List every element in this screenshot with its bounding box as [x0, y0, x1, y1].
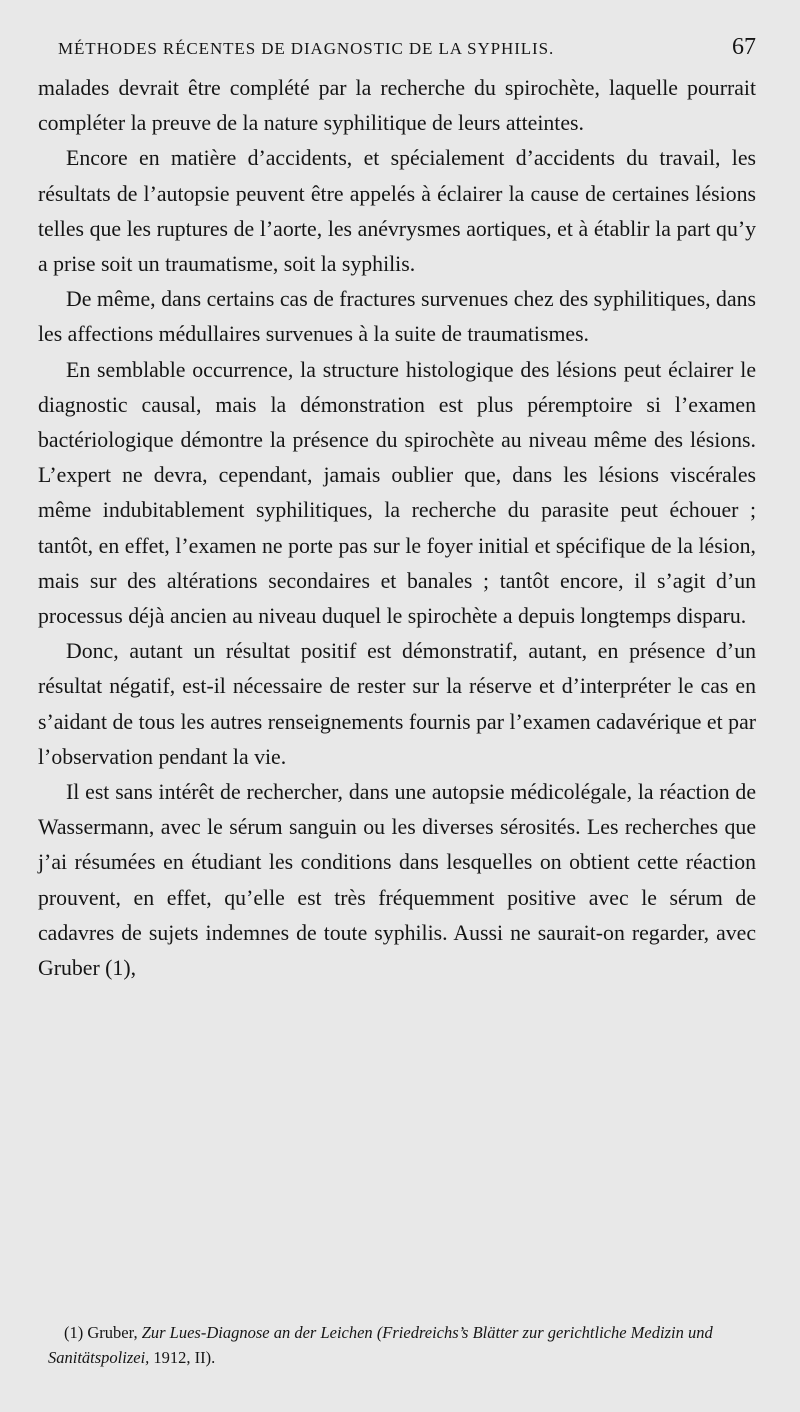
page-number: 67 [732, 34, 756, 60]
footnote-title: Zur Lues-Diagnose an der Leichen [141, 1323, 373, 1342]
main-text [38, 71, 756, 986]
paragraph: En semblable occurrence, la structure histologique des lésions peut éclairer le diagnostic causal, mais la démonstration est plus péremptoire si l’examen bactériologique démontre la présence du spirochète au niveau même des lésions. L’expert ne devra, cependant, jamais oublier que, dans les lésions viscérales même indubitablement syphilitiques, la recherche du parasite peut échouer ; tantôt, en effet, l’examen ne porte pas sur le foyer initial et spécifique de la lésion, mais sur des altérations secondaires et banales ; tantôt encore, il s’agit d’un processus déjà ancien au niveau duquel le spirochète a depuis longtemps disparu. [38, 357, 756, 629]
footnote-year: 1912, II). [153, 1348, 216, 1367]
footnote-author: Gruber, [87, 1323, 138, 1342]
running-title: MÉTHODES RÉCENTES DE DIAGNOSTIC DE LA SYPHILIS. [58, 39, 555, 58]
footnote [48, 1320, 756, 1370]
running-header [58, 34, 756, 61]
paragraph: Donc, autant un résultat positif est démonstratif, autant, en présence d’un résultat négatif, est-il nécessaire de rester sur la réserve et d’interpréter le cas en s’aidant de tous les autres renseignements fournis par l’examen cadavérique et par l’observation pendant la vie. [38, 639, 756, 769]
footnote-marker: (1) [64, 1323, 84, 1342]
paragraph: Il est sans intérêt de rechercher, dans une autopsie médicolégale, la réaction de Wassermann, avec le sérum sanguin ou les diverses sérosités. Les recherches que j’ai résumées en étudiant les conditions dans lesquelles on obtient cette réaction prouvent, en effet, qu’elle est très fréquemment positive avec le sérum de cadavres de sujets indemnes de toute syphilis. Aussi ne saurait-on regarder, avec Gruber (1), [38, 780, 756, 981]
footnote-source: (Friedreichs’s Blätter zur gerichtliche Medizin und Sanitätspolizei, [48, 1323, 713, 1367]
footnote-text [48, 1320, 756, 1370]
paragraph: Encore en matière d’accidents, et spécialement d’accidents du travail, les résultats de l’autopsie peuvent être appelés à éclairer la cause de certaines lésions telles que les ruptures de l’aorte, les anévrysmes aortiques, et à établir la part qu’y a prise soit un traumatisme, soit la syphilis. [38, 146, 756, 277]
paragraph-continuation: malades devrait être complété par la recherche du spirochète, laquelle pourrait compléter la preuve de la nature syphilitique de leurs atteintes. [38, 76, 756, 136]
paragraph: De même, dans certains cas de fractures survenues chez des syphilitiques, dans les affections médullaires survenues à la suite de traumatismes. [38, 287, 756, 347]
